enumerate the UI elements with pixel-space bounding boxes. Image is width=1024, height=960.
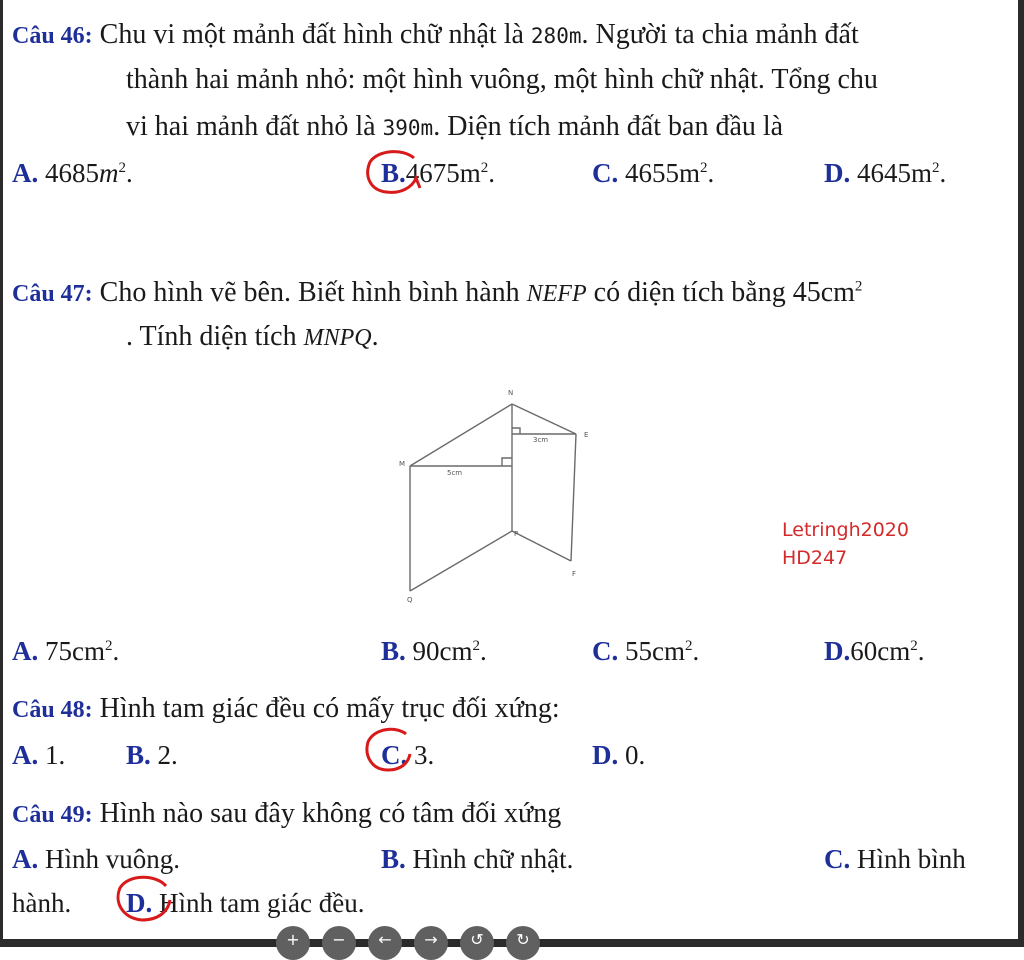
q49-option-c-cont: [12, 886, 71, 920]
option-value: hành.: [12, 888, 72, 918]
q47-figure: [396, 386, 596, 606]
watermark-line2: HD247: [782, 547, 848, 569]
option-unit: m: [99, 158, 119, 188]
q46-perimeter: 280m: [530, 24, 582, 48]
option-end: .: [112, 636, 120, 666]
fig-label-f: F: [572, 570, 577, 578]
q46-text-c: vi hai mảnh đất nhỏ là: [126, 111, 383, 142]
q46-line1: [12, 18, 859, 53]
option-letter: B.: [381, 844, 406, 874]
option-value: 60cm: [850, 636, 911, 666]
option-value: 75cm: [45, 636, 105, 666]
q48-text: Hình tam giác đều có mấy trục đối xứng:: [99, 693, 560, 724]
q47-option-c: [592, 634, 699, 668]
option-letter: A.: [12, 158, 39, 188]
q46-option-c: [592, 156, 714, 190]
option-value: 2.: [157, 740, 178, 770]
q48-label: Câu 48:: [12, 697, 93, 723]
option-value: 4675m: [405, 158, 481, 188]
option-value: 0.: [625, 740, 646, 770]
rotate-right-icon[interactable]: ↻: [506, 926, 540, 960]
q47-area-sup: 2: [854, 278, 863, 295]
q46-option-d: [824, 156, 946, 190]
q47-line2: [126, 320, 379, 355]
q46-line3: [126, 110, 783, 145]
q49-option-a: [12, 842, 180, 876]
q47-label: Câu 47:: [12, 281, 93, 307]
option-value: Hình tam giác đều.: [159, 888, 365, 918]
fig-label-q: Q: [407, 596, 413, 604]
option-letter: C.: [592, 158, 619, 188]
option-sup: 2: [118, 160, 126, 176]
q47-option-a: [12, 634, 119, 668]
option-sup: 2: [472, 638, 481, 654]
option-end: .: [939, 158, 947, 188]
option-end: .: [488, 158, 496, 188]
answer-circle-q46: [364, 148, 426, 198]
option-letter: B.: [381, 158, 406, 188]
q46-text-b: . Người ta chia mảnh đất: [581, 19, 859, 50]
q47-option-d: [824, 634, 925, 668]
option-value: Hình chữ nhật.: [412, 844, 574, 874]
viewer-frame-left: [0, 0, 3, 947]
q47-text-a: Cho hình vẽ bên. Biết hình bình hành: [99, 277, 527, 308]
fig-label-m: M: [399, 460, 406, 468]
q48-option-d: [592, 738, 645, 772]
viewer-frame-right: [1018, 0, 1024, 947]
option-sup: 2: [910, 638, 918, 654]
option-letter: A.: [12, 844, 39, 874]
option-sup: 2: [105, 638, 113, 654]
option-letter: D.: [592, 740, 619, 770]
option-value: 4645m: [857, 158, 933, 188]
q47-text-c: . Tính diện tích: [126, 321, 304, 352]
option-sup: 2: [932, 160, 940, 176]
q46-option-a: [12, 156, 133, 190]
option-value: Hình vuông.: [45, 844, 180, 874]
option-value: 1.: [45, 740, 66, 770]
q46-label: Câu 46:: [12, 23, 93, 49]
option-letter: D.: [824, 636, 851, 666]
option-letter: A.: [12, 740, 39, 770]
option-end: .: [917, 636, 925, 666]
option-value: 4655m: [625, 158, 701, 188]
q46-line2: thành hai mảnh nhỏ: một hình vuông, một hình chữ nhật. Tổng chu: [126, 64, 878, 95]
arrow-right-icon[interactable]: →: [414, 926, 448, 960]
q47-mnpq: MNPQ: [303, 325, 372, 351]
fig-label-n: N: [508, 389, 514, 397]
q47-text-b: có diện tích bằng: [586, 277, 793, 308]
option-value: 4685: [45, 158, 99, 188]
watermark-line1: Letringh2020: [782, 519, 909, 541]
zoom-in-icon[interactable]: +: [276, 926, 310, 960]
option-end: .: [707, 158, 715, 188]
q47-text-d: .: [371, 321, 379, 352]
q46-total-perimeter: 390m: [382, 116, 434, 140]
fig-dim-mid: 5cm: [447, 469, 463, 477]
q47-line1: [12, 276, 862, 311]
option-value: 3.: [414, 740, 435, 770]
option-value: 55cm: [625, 636, 685, 666]
q49-option-b: [381, 842, 573, 876]
q47-option-b: [381, 634, 487, 668]
option-end: .: [692, 636, 700, 666]
answer-circle-q49: [112, 872, 176, 926]
q49-option-c: [824, 842, 966, 876]
q47-nefp: NEFP: [526, 281, 587, 307]
q49-text: Hình nào sau đây không có tâm đối xứng: [99, 798, 562, 829]
q48-line: [12, 692, 560, 727]
option-letter: B.: [381, 636, 406, 666]
q47-area: 45cm: [792, 277, 855, 308]
fig-dim-top: 3cm: [533, 436, 549, 444]
option-sup: 2: [685, 638, 693, 654]
q49-label: Câu 49:: [12, 802, 93, 828]
option-sup: 2: [700, 160, 708, 176]
rotate-left-icon[interactable]: ↺: [460, 926, 494, 960]
arrow-left-icon[interactable]: ←: [368, 926, 402, 960]
option-sup: 2: [480, 160, 489, 176]
option-letter: C.: [381, 740, 408, 770]
fig-label-e: E: [584, 431, 589, 439]
option-letter: C.: [592, 636, 619, 666]
option-value: 90cm: [412, 636, 473, 666]
q48-option-b: [126, 738, 178, 772]
option-value: Hình bình: [857, 844, 966, 874]
answer-circle-q48: [362, 724, 418, 776]
option-letter: D.: [824, 158, 851, 188]
q46-text-d: . Diện tích mảnh đất ban đầu là: [433, 111, 784, 142]
option-end: .: [126, 158, 133, 188]
option-letter: C.: [824, 844, 851, 874]
option-end: .: [480, 636, 487, 666]
fig-label-p: P: [514, 530, 519, 538]
option-letter: B.: [126, 740, 151, 770]
viewer-toolbar: [276, 926, 556, 947]
zoom-out-icon[interactable]: −: [322, 926, 356, 960]
q46-text-a: Chu vi một mảnh đất hình chữ nhật là: [99, 19, 531, 50]
option-letter: D.: [126, 888, 153, 918]
option-letter: A.: [12, 636, 39, 666]
q48-option-a: [12, 738, 65, 772]
q49-line: [12, 797, 561, 832]
